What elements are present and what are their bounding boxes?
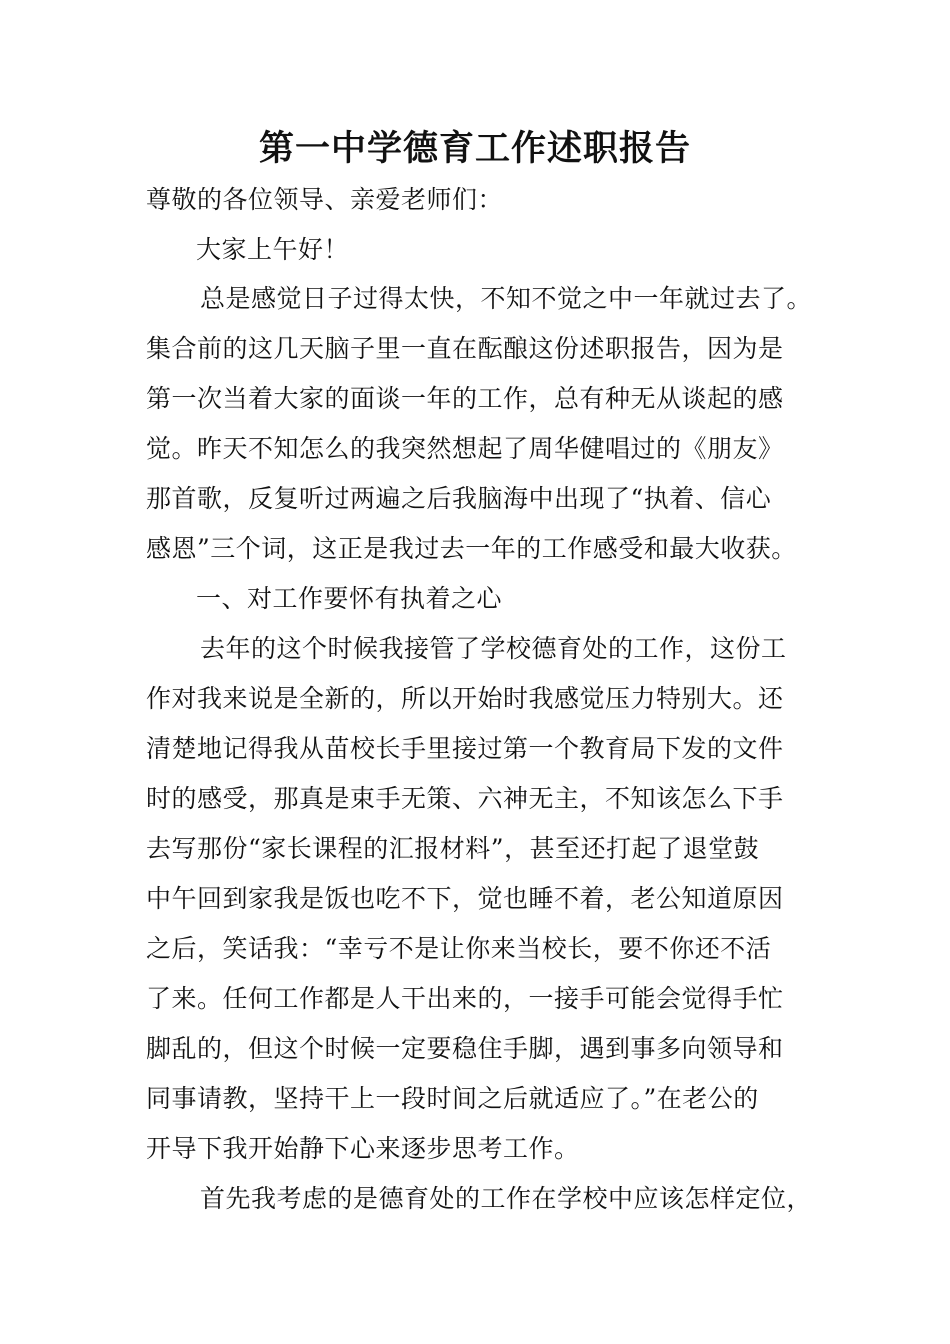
paragraph-line: 同事请教，坚持干上一段时间之后就适应了。”在老公的 — [146, 1084, 759, 1113]
greeting: 大家上午好！ — [196, 235, 350, 264]
paragraph-line: 觉。昨天不知怎么的我突然想起了周华健唱过的《朋友》 — [146, 434, 784, 463]
paragraph-line: 去年的这个时候我接管了学校德育处的工作，这份工 — [200, 634, 787, 663]
salutation: 尊敬的各位领导、亲爱老师们： — [146, 185, 504, 214]
paragraph-line: 作对我来说是全新的，所以开始时我感觉压力特别大。还 — [146, 684, 784, 713]
paragraph-line: 总是感觉日子过得太快，不知不觉之中一年就过去了。 — [200, 284, 813, 313]
paragraph-line: 感恩”三个词，这正是我过去一年的工作感受和最大收获。 — [146, 534, 797, 563]
paragraph-line: 首先我考虑的是德育处的工作在学校中应该怎样定位， — [200, 1184, 813, 1213]
paragraph-line: 了来。任何工作都是人干出来的，一接手可能会觉得手忙 — [146, 984, 784, 1013]
paragraph-line: 清楚地记得我从苗校长手里接过第一个教育局下发的文件 — [146, 734, 784, 763]
paragraph-line: 中午回到家我是饭也吃不下，觉也睡不着，老公知道原因 — [146, 884, 784, 913]
paragraph-line: 集合前的这几天脑子里一直在酝酿这份述职报告，因为是 — [146, 334, 784, 363]
section-heading: 一、对工作要怀有执着之心 — [196, 584, 503, 613]
paragraph-line: 时的感受，那真是束手无策、六神无主，不知该怎么下手 — [146, 784, 784, 813]
paragraph-line: 脚乱的，但这个时候一定要稳住手脚，遇到事多向领导和 — [146, 1034, 784, 1063]
paragraph-line: 开导下我开始静下心来逐步思考工作。 — [146, 1134, 580, 1163]
document-title: 第一中学德育工作述职报告 — [258, 128, 691, 169]
paragraph-line: 之后，笑话我：“幸亏不是让你来当校长，要不你还不活 — [146, 934, 772, 963]
paragraph-line: 那首歌，反复听过两遍之后我脑海中出现了“执着、信心 — [146, 484, 772, 513]
paragraph-line: 去写那份“家长课程的汇报材料”，甚至还打起了退堂鼓 — [146, 834, 760, 863]
paragraph-line: 第一次当着大家的面谈一年的工作，总有种无从谈起的感 — [146, 384, 784, 413]
